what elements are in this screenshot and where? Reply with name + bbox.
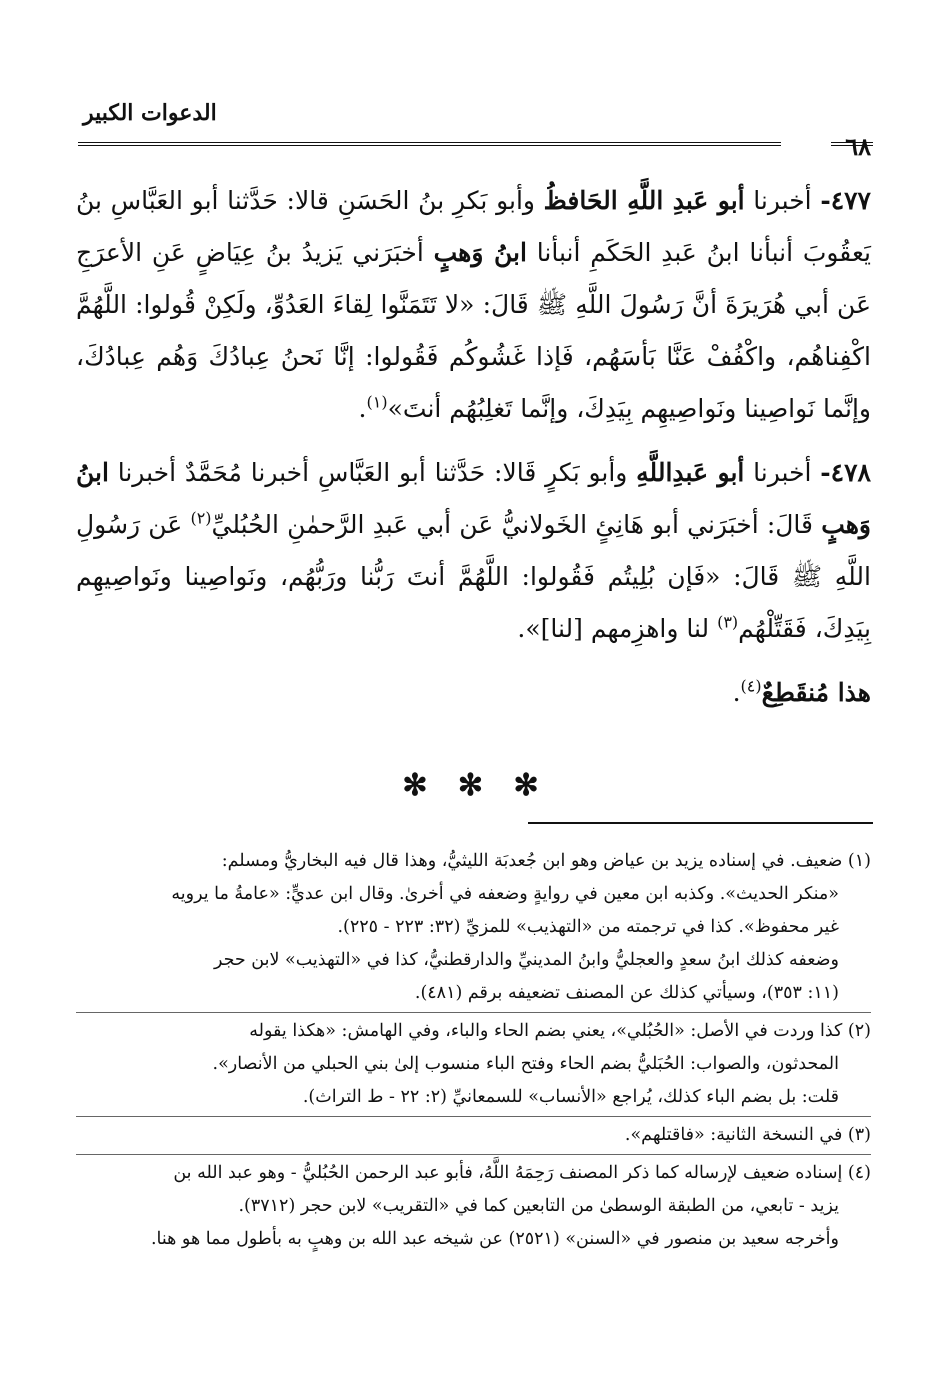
hadith-number: ٤٧٧- xyxy=(820,186,871,215)
footnote-1: (١) ضعيف. في إسناده يزيد بن عياض وهو ابن جُعدبَة الليثيُّ، وهذا قال فيه البخاريُّ ومسلم: «منكر الحديث». وكذبه ابن معين في روايةٍ وضعفه في أخرىٰ. وقال ابن عديٍّ: «عامةُ ما يرويه غير محفوظ». كذا في ترجمته من «التهذيب» للمزيِّ (٣٢: ٢٢٣ - ٢٢٥). وضعفه كذلك ابنُ سعدٍ والعجليُّ وابنُ المدينيِّ والدارقطنيُّ، كذا في «التهذيب» لابن حجر (١١: ٣٥٣)، وسيأتي كذلك عن المصنف تضعيفه برقم (٤٨١). xyxy=(171,851,871,1003)
footnote-4: (٤) إسناده ضعيف لإرساله كما ذكر المصنف رَحِمَهُ اللَّهُ، فأبو عبد الرحمن الحُبُليُّ - وهو عبد الله بن يزيد - تابعي، من الطبقة الوسطىٰ من التابعين كما في «التقريب» لابن حجر (٣٧١٢). وأخرجه سعيد بن منصور في «السنن» (٢٥٢١) عن شيخه عبد الله بن وهبٍ به بأطول مما هو هنا. xyxy=(76,1154,871,1256)
footnote-ref[interactable]: (٤) xyxy=(740,676,762,696)
header-rule xyxy=(78,142,781,146)
footnote-2: (٢) كذا وردت في الأصل: «الحُبُلي»، يعني بضم الحاء والباء، وفي الهامش: «هكذا يقوله المحدثون، والصواب: الحُبَليُّ بضم الحاء وفتح الباء منسوب إلىٰ بني الحبلي من الأنصار». قلت: بل بضم الباء كذلك، يُراجع «الأنساب» للسمعانيِّ (٢: ٢٢ - ط التراث). xyxy=(76,1012,871,1114)
main-text xyxy=(76,175,871,719)
hadith-478: ٤٧٨- أخبرنا أبو عَبدِاللَّهِ وأبو بَكرٍ قَالا: حَدَّثنا أبو العَبَّاسِ أخبرنا مُحَمَّدٌ أخبرنا ابنُ وَهبٍ قَالَ: أخبَرَني أبو هَانِئٍ الخَولانيُّ عَن أبي عَبدِ الرَّحمٰنِ الحُبُليِّ$^{(٢)}$ عَن رَسُولِ اللَّهِ ﷺ قَالَ: «فَإن بُلِيتُم فَقُولوا: اللَّهُمَّ أنتَ رَبُّنا ورَبُّهُم، ونَواصِينا ونَواصِيهِم بِيَدِكَ، فَقَتِّلْهُم$^{(٣)}$ لنا واهزِمهم [لنا]». xyxy=(76,458,872,643)
narrator-name: أبو عَبدِاللَّهِ xyxy=(636,458,745,487)
footnote-ref[interactable]: (١) xyxy=(366,392,388,412)
closing-remark: هذا مُنقَطِعٌ$^{(٤)}$. xyxy=(732,676,871,707)
hadith-477: ٤٧٧- أخبرنا أبو عَبدِ اللَّهِ الحَافظُ وأبو بَكرِ بنُ الحَسَنِ قالا: حَدَّثنا أبو العَبَّاسِ بنُ يَعقُوبَ أنبأنا ابنُ عَبدِ الحَكَمِ أنبأنا ابنُ وَهبٍ أخبَرَني يَزيدُ بنُ عِيَاضٍ عَنِ الأعرَجِ عَن أبي هُرَيرَةَ أنَّ رَسُولَ اللَّهِ ﷺ قَالَ: «لا تَتَمَنَّوا لِقاءَ العَدُوِّ، ولَكِنْ قُولوا: اللَّهُمَّ اكْفِناهُم، واكْفُفْ عَنَّا بَأسَهُم، فَإذا غَشُوكُم فَقُولوا: إنَّا نَحنُ عِبادُكَ وَهُم عِبادُكَ، وإنَّما نَواصِينا ونَواصِيهِم بِيَدِكَ، وإنَّما تَغلِبُهُم أنتَ»$^{(١)}$. xyxy=(76,186,871,423)
running-title: الدعوات الكبير xyxy=(83,100,217,126)
footnotes xyxy=(76,845,871,1256)
footnote-ref[interactable]: (٢) xyxy=(190,508,212,528)
narrator-name: ابنُ وَهبٍ xyxy=(76,458,872,539)
footnote-ref[interactable]: (٣) xyxy=(717,612,739,632)
section-separator: ✻ ✻ ✻ xyxy=(402,768,549,803)
page-number: ٦٨ xyxy=(845,132,871,161)
header-rule-short xyxy=(831,142,873,146)
narrator-name: أبو عَبدِ اللَّهِ الحَافظُ xyxy=(543,186,745,215)
hadith-number: ٤٧٨- xyxy=(820,458,871,487)
narrator-name: ابنُ وَهبٍ xyxy=(433,238,527,267)
footnote-rule xyxy=(528,822,873,824)
footnote-3: (٣) في النسخة الثانية: «فاقتلهم». xyxy=(76,1116,871,1152)
